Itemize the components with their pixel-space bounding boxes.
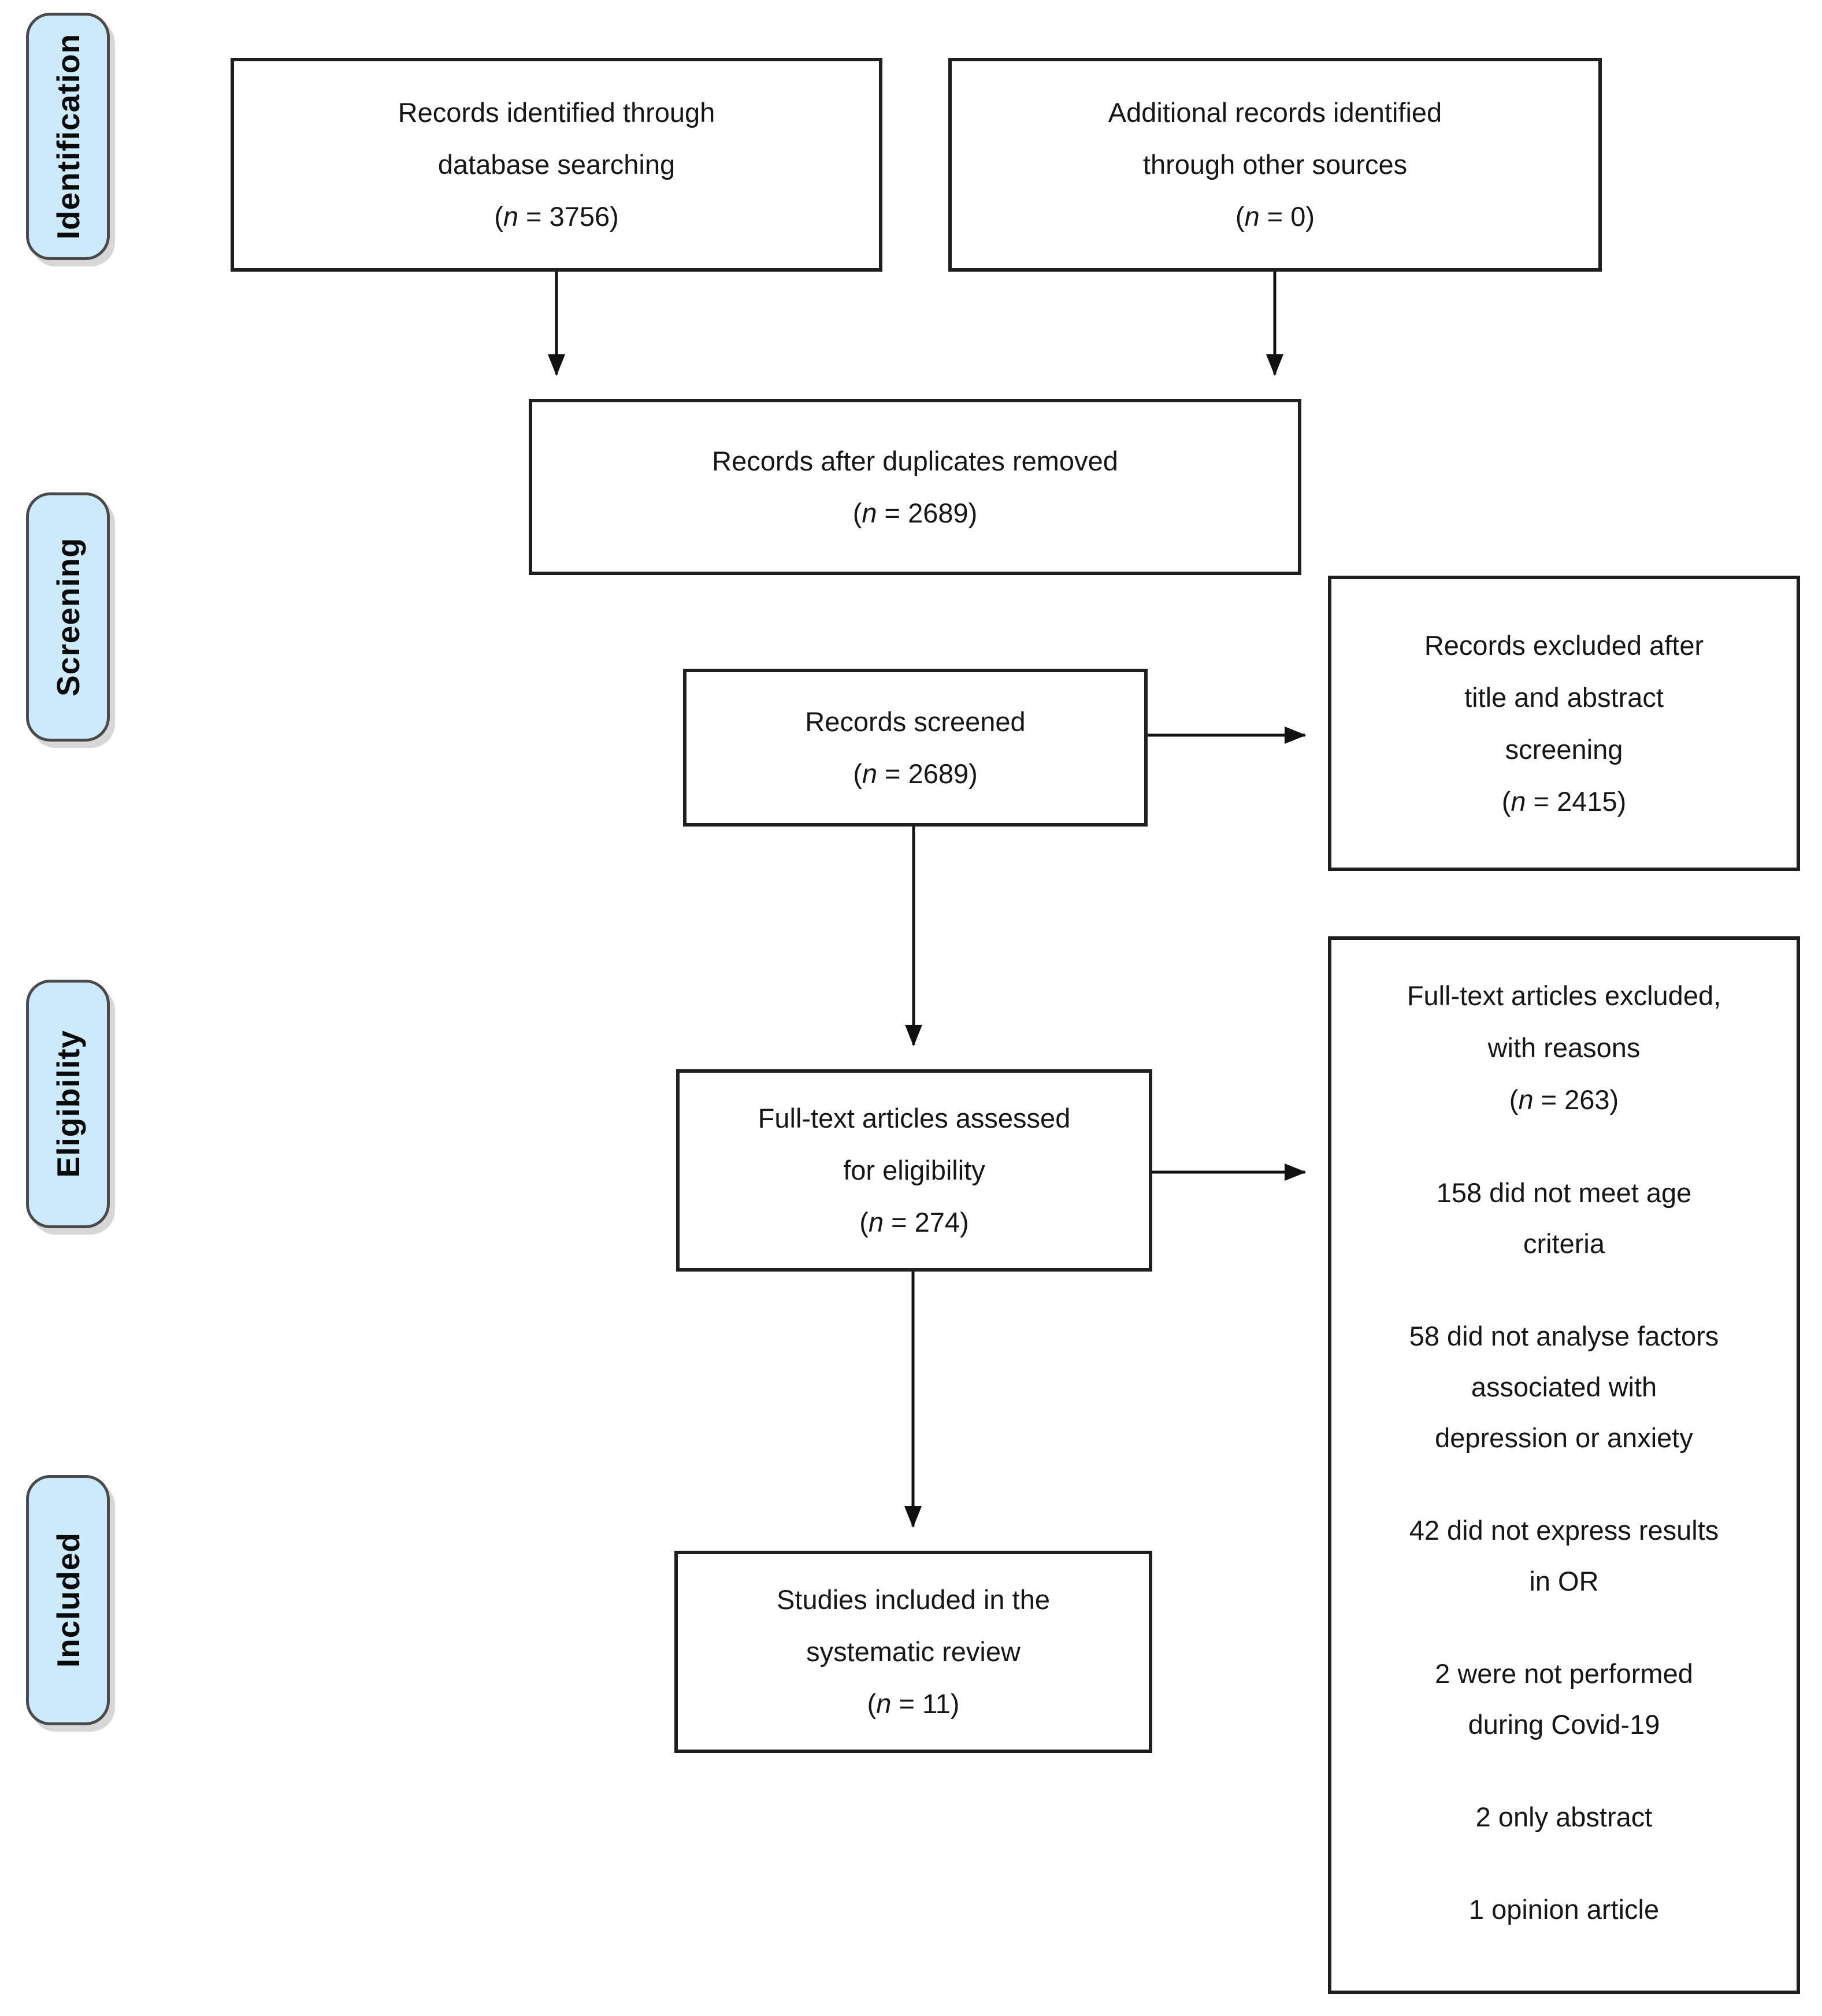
exclusion-reason: 1 opinion article [1468, 1894, 1660, 1925]
box-additional-records-line2: through other sources [1142, 149, 1408, 180]
phase-label-identification-text: Identification [50, 33, 86, 240]
box-records-excluded-line1: Records excluded after [1424, 629, 1704, 661]
exclusion-reasons-list [1405, 1126, 1723, 1935]
box-records-identified-line2: database searching [437, 149, 676, 180]
box-records-excluded-line3: screening [1505, 733, 1623, 765]
box-records-screened-line1: Records screened [805, 706, 1026, 737]
exclusion-reason: 58 did not analyse factors associated with depression or anxiety [1409, 1321, 1719, 1453]
box-fulltext-assessed-count: (n = 274) [859, 1207, 969, 1237]
exclusion-reason: 2 only abstract [1475, 1802, 1653, 1832]
box-studies-included-count: (n = 11) [867, 1688, 960, 1719]
phase-label-screening-text: Screening [50, 538, 86, 696]
box-studies-included-line1: Studies included in the [777, 1584, 1050, 1615]
exclusion-reason: 158 did not meet age criteria [1436, 1177, 1692, 1259]
box-fulltext-assessed-line1: Full-text articles assessed [758, 1103, 1071, 1133]
box-records-excluded-screening [1328, 576, 1800, 871]
box-fulltext-assessed [676, 1069, 1152, 1272]
box-records-excluded-line2: title and abstract [1464, 681, 1664, 713]
phase-label-identification [26, 13, 110, 260]
box-additional-records-line1: Additional records identified [1108, 97, 1442, 128]
exclusion-reason: 42 did not express results in OR [1409, 1515, 1719, 1596]
box-fulltext-assessed-line2: for eligibility [843, 1155, 985, 1185]
box-additional-records [948, 58, 1602, 272]
box-duplicates-removed-line1: Records after duplicates removed [712, 445, 1118, 476]
box-studies-included [674, 1551, 1152, 1753]
box-fulltext-excluded-count: (n = 263) [1509, 1084, 1619, 1115]
box-duplicates-removed [529, 399, 1301, 575]
box-fulltext-excluded-line2: with reasons [1487, 1032, 1641, 1063]
box-records-identified-line1: Records identified through [398, 97, 715, 128]
phase-label-eligibility [26, 980, 110, 1228]
phase-label-screening [26, 492, 110, 742]
exclusion-reason: 2 were not performed during Covid-19 [1435, 1658, 1693, 1740]
phase-label-eligibility-text: Eligibility [50, 1030, 86, 1178]
box-records-identified [231, 58, 882, 272]
box-records-excluded-count: (n = 2415) [1501, 785, 1627, 817]
box-studies-included-line2: systematic review [806, 1636, 1021, 1667]
box-duplicates-removed-count: (n = 2689) [852, 497, 978, 528]
box-records-screened-count: (n = 2689) [853, 758, 978, 789]
phase-label-included-text: Included [50, 1532, 86, 1668]
box-records-identified-count: (n = 3756) [494, 201, 619, 232]
box-fulltext-excluded-reasons [1328, 936, 1800, 1994]
phase-label-included [26, 1475, 110, 1725]
box-records-screened [683, 669, 1148, 827]
box-additional-records-count: (n = 0) [1235, 201, 1315, 232]
box-fulltext-excluded-line1: Full-text articles excluded, [1407, 980, 1721, 1011]
